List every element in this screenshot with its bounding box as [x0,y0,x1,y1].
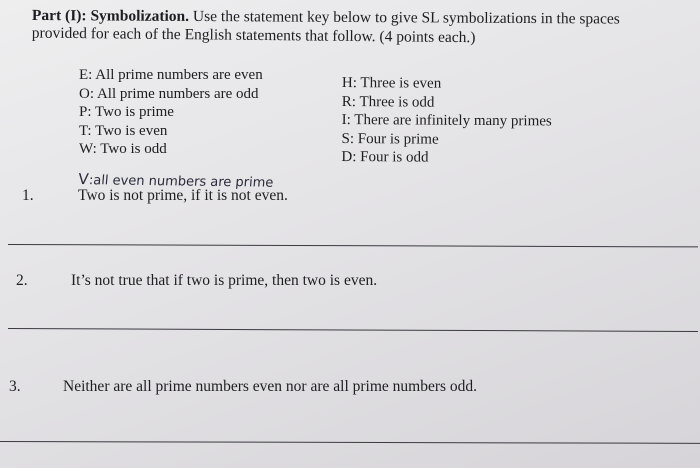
question-number: 2. [16,272,28,289]
key-entry: S: Four is prime [341,130,439,148]
key-statement: There are infinitely many primes [354,112,552,130]
key-statement: Two is even [95,122,168,139]
key-letter: O [79,85,90,102]
part-label: Part (I): Symbolization. [31,6,190,25]
key-letter: P [79,104,88,121]
key-entry: P: Two is prime [79,104,174,121]
key-statement: Four is prime [357,130,439,148]
key-statement: All prime numbers are odd [96,85,259,102]
key-letter: I [341,112,347,129]
question-text: It’s not true that if two is prime, then two is even. [71,272,378,289]
key-statement: All prime numbers are even [95,67,263,83]
key-entry: I: There are infinitely many primes [341,112,552,130]
key-entry: R: Three is odd [341,93,435,111]
question-number: 3. [9,378,21,395]
answer-line-2[interactable] [8,328,698,332]
key-statement: Four is odd [360,149,429,166]
handwritten-letter: V [77,170,90,189]
handwritten-text: all even numbers are prime [92,173,274,191]
question-number: 1. [22,187,34,204]
key-statement: Three is odd [359,93,435,111]
key-entry: T: Two is even [79,122,168,139]
key-statement: Three is even [360,75,442,92]
key-letter: R [341,93,352,110]
statement-key-left-column [79,66,339,159]
key-entry: W: Two is odd [79,141,167,158]
key-entry: H: Three is even [341,74,442,92]
question-text: Neither are all prime numbers even nor are all prime numbers odd. [63,378,478,395]
key-letter: T [79,122,88,139]
key-entry: E: All prime numbers are even [79,67,263,83]
instruction-line-1: Use the statement key below to give SL symbolizations in the spaces [192,7,620,28]
key-letter: W [79,141,93,158]
instruction-line-2: provided for each of the English statements that follow. (4 points each.) [31,24,476,47]
answer-line-1[interactable] [8,244,698,247]
handwritten-note: V:all even numbers are prime [77,170,274,191]
question-text: Two is not prime, if it is not even. [78,187,288,204]
key-letter: E [79,67,89,83]
key-letter: S [341,130,350,147]
answer-line-3[interactable] [0,441,700,444]
statement-key-right-column [341,74,632,169]
key-entry: D: Four is odd [341,149,429,166]
key-statement: Two is odd [100,141,167,158]
key-statement: Two is prime [95,104,174,121]
section-heading [32,6,682,48]
key-letter: D [341,149,353,166]
key-entry: O: All prime numbers are odd [79,85,259,102]
key-letter: H [341,74,353,92]
